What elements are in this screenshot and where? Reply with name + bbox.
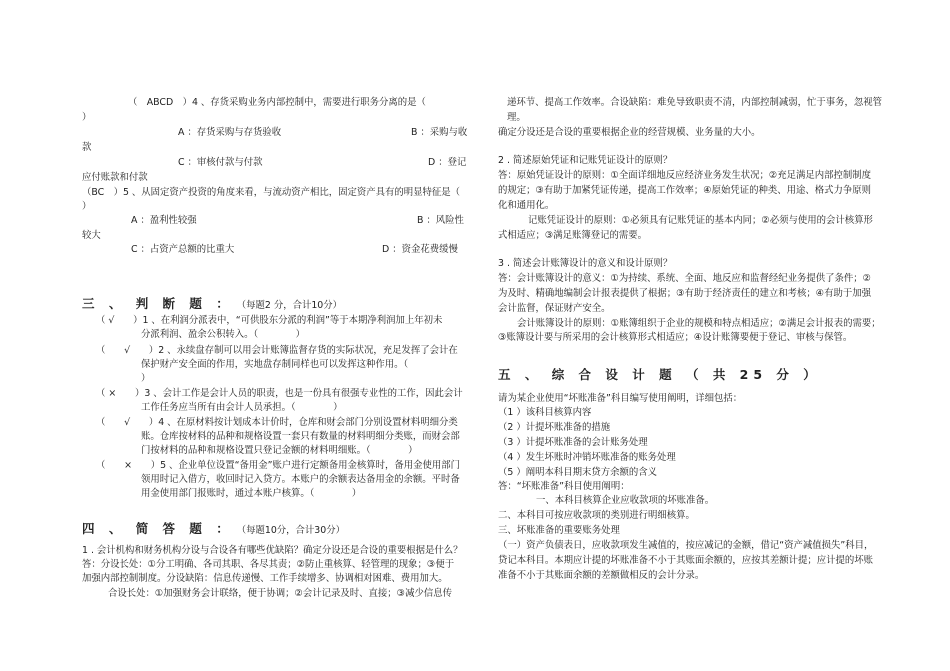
tf1-line2: 分派利润、盈余公积转入。（ ） [141,329,306,340]
tf3-line2: 工作任务应当所有由会计人员承担。（ ） [141,402,343,413]
sa1-answer-line6: 确定分设还是合设的重要根据企业的经营规模、业务量的大小。 [498,127,761,138]
tf4-line1: （ √ ）4 、在原材料按计划成本计价时，仓库和财会部门分别设置材料明细分类 [96,417,458,428]
comprehensive-item-2: （2 ）计提坏账准备的措施 [498,422,611,433]
tf2-line1: （ √ ）2 、永续盘存制可以用会计账簿监督存货的实际状况，充足发挥了会计在 [96,345,458,356]
tf5-line3: 用金使用部门报账时，通过本账户核算。（ ） [141,488,362,499]
sa3-answer-line4: 会计账簿设计的原则：①账簿组织于企业的规模和特点相适应；②满足会计报表的需要； [517,318,881,329]
q4-option-d-cont: 应付账款和付款 [82,172,148,183]
comprehensive-item-4: （4 ）发生坏账时冲销坏账准备的账务处理 [498,452,676,463]
section-3-note: （每题2 分，合计10分） [236,300,342,311]
tf2-line2: 保护财产安全面的作用，实地盘存制同样也可以发挥这种作用。（ [141,359,409,370]
comprehensive-item-3: （3 ）计提坏账准备的会计账务处理 [498,437,648,448]
comprehensive-answer-4: （一）资产负债表日，应收款项发生减值的，按应减记的金额，借记“资产减值损失”科目， [498,540,874,551]
comprehensive-answer-2: 二、本科目可按应收款项的类别进行明细核算。 [498,510,695,521]
comprehensive-answer-intro: 答：“坏账准备”科目使用阐明： [498,481,630,492]
tf5-line1: （ × ）5 、企业单位设置“备用金”账户进行定额备用金核算时，备用金使用部门 [96,460,461,471]
q5-stem: （BC ）5 、从固定资产投资的角度来看，与流动资产相比，固定资产具有的明显特征是（ [82,187,461,198]
comprehensive-answer-5: 贷记本科目。本期应计提的坏账准备不小于其账面余额的，应按其差额计提；应计提的坏账 [498,555,874,566]
sa1-answer-line5: 理。 [507,112,526,123]
q5-option-d: D ：资金花费缓慢 [382,244,458,255]
q5-option-b-cont: 较大 [82,230,101,241]
q4-option-b: B ：采购与收 [411,127,468,138]
sa2-answer-line3: 化和通用化。 [498,200,555,211]
comprehensive-answer-3: 三、坏账准备的重要账务处理 [498,525,620,536]
comprehensive-answer-1: 一、本科目核算企业应收款项的坏账准备。 [536,495,715,506]
section-4-heading [82,522,345,537]
sa2-answer-line4: 记账凭证设计的原则：①必须具有记账凭证的基本内同；②必须与使用的会计核算形 [528,215,873,226]
sa1-answer-line4: 递环节、提高工作效率。合设缺陷：难免导致职责不清，内部控制减弱，忙于事务，忽视管 [507,97,883,108]
section-4-title: 四 、 简 答 题 ： [82,521,234,536]
sa2-answer-line1: 答：原始凭证设计的原则：①全面详细地反应经济业务发生状况；②充足满足内部控制制度 [498,170,872,181]
sa3-answer-line5: ③账簿设计要与所采用的会计核算形式相适应；④设计账簿要便于登记、审核与保管。 [498,332,853,343]
tf3-line1: （ × ）3 、会计工作是会计人员的职责，也是一份具有很强专业性的工作，因此会计 [96,388,463,399]
section-3-heading [82,297,342,312]
comprehensive-item-5: （5 ）阐明本科目期末贷方余额的含义 [498,467,657,478]
q5-stem-end: ） [82,201,92,212]
sa3-answer-line3: 会计监督，保证财产安全。 [498,303,611,314]
sa1-answer-line3: 合设长处：①加强财务会计联络，便于协调；②会计记录及时、直接；③减少信息传 [108,588,452,599]
tf1-line1: （ √ ）1 、在利润分派表中，“可供股东分派的利润”等于本期净利润加上年初未 [96,315,443,326]
sa1-answer-line1: 答：分设长处：①分工明确、各司其职、各尽其责；②防止重核算、轻管理的现象；③便于 [82,559,455,570]
tf4-line2: 账。仓库按材料的品种和规格设置一套只有数量的材料明细分类账，而财会部 [141,431,460,442]
q4-option-b-cont: 款 [82,142,92,153]
sa2-question: 2 . 简述原始凭证和记账凭证设计的原则？ [498,155,673,166]
sa3-answer-line2: 为及时、精确地编制会计报表提供了根据；③有助于经济责任的建立和考核；④有助于加强 [498,288,872,299]
q5-option-a: A ：盈利性较强 [131,215,197,226]
sa1-answer-line2: 加强内部控制制度。分设缺陷：信息传递慢、工作手续增多、协调相对困难、费用加大。 [82,573,448,584]
q4-stem-end: ） [82,112,92,123]
comprehensive-item-1: （1 ）该科目核算内容 [498,407,592,418]
section-4-note: （每题10分，合计30分） [236,525,345,536]
q5-option-b: B ：风险性 [417,215,464,226]
sa3-question: 3 . 简述会计账簿设计的意义和设计原则？ [498,258,673,269]
tf5-line2: 领用时记入借方，收回时记入贷方。本账户的余额表达备用金的余额。平时备 [141,474,460,485]
q4-option-c: C ：审核付款与付款 [178,157,263,168]
sa2-answer-line2: 的规定；③有助于加紧凭证传递，提高工作效率；④原始凭证的种类、用途、格式力争原则 [498,185,872,196]
sa2-answer-line5: 式相适应；③满足账簿登记的需要。 [498,230,648,241]
sa1-question: 1 . 会计机构和财务机构分设与合设各有哪些优缺陷？确定分设还是合设的重要根据是什么？ [82,545,463,556]
q4-option-d: D ：登记 [428,157,467,168]
tf2-line3: ） [141,373,151,384]
sa3-answer-line1: 答：会计账簿设计的意义：①为持续、系统、全面、地反应和监督经纪业务提供了条件；② [498,273,872,284]
section-3-title: 三 、 判 断 题 ： [82,296,234,311]
q4-option-a: A ：存货采购与存货验收 [178,127,282,138]
section-5-title: 五 、 综 合 设 计 题 （ 共 25 分 ） [498,367,821,382]
q5-option-c: C ：占资产总额的比重大 [131,244,235,255]
q4-stem: （ ABCD ）4 、存货采购业务内部控制中，需要进行职务分离的是（ [128,97,426,108]
comprehensive-question: 请为某企业使用“坏账准备”科目编写使用阐明，详细包括： [498,393,743,404]
comprehensive-answer-6: 准备不小于其账面余额的差额做相反的会计分录。 [498,570,705,581]
tf4-line3: 门按材料的品种和规格设置只登记金额的材料明细账。（ ） [141,445,418,456]
